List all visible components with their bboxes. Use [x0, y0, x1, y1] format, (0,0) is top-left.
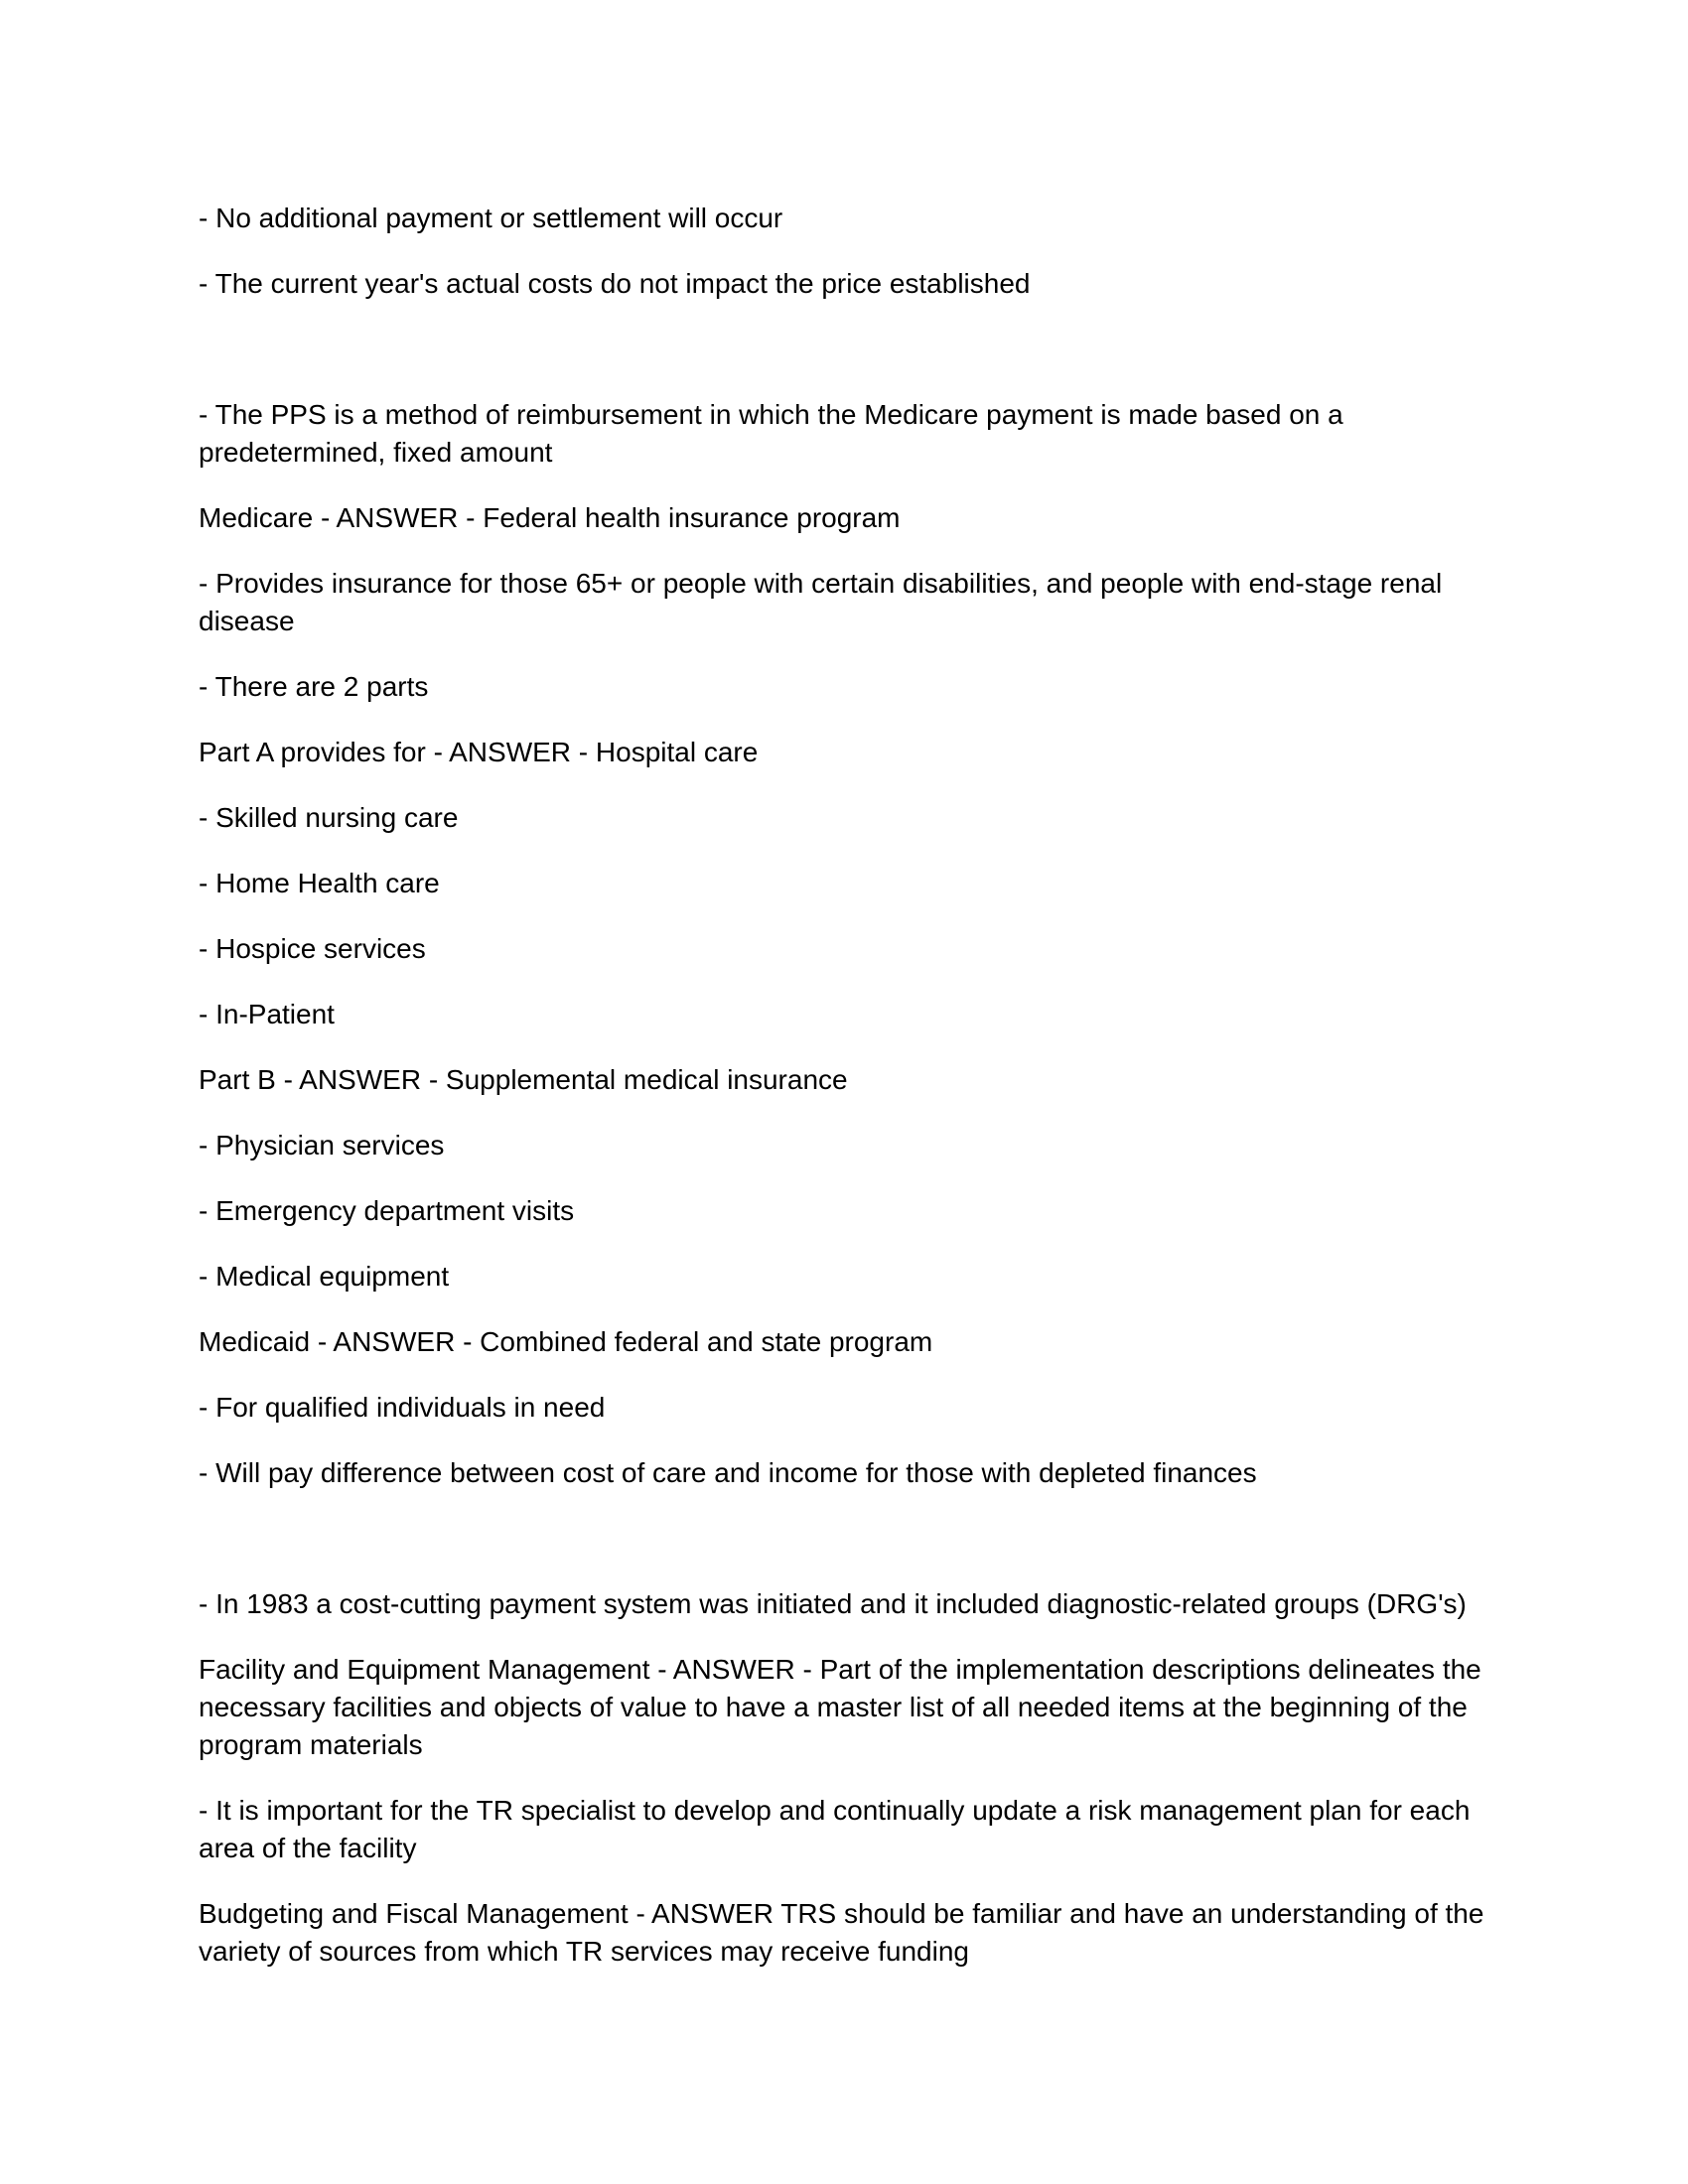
paragraph: - Physician services [199, 1130, 445, 1160]
paragraph: - It is important for the TR specialist to develop and continually update a risk management plan for each area of the facility [199, 1795, 1471, 1863]
paragraph: - Provides insurance for those 65+ or people with certain disabilities, and people with end-stage renal disease [199, 568, 1443, 636]
paragraph: Budgeting and Fiscal Management - ANSWER TRS should be familiar and have an understanding of the variety of sources from which TR services may receive funding [199, 1898, 1484, 1967]
paragraph: Facility and Equipment Management - ANSWER - Part of the implementation descriptions delineates the necessary facilities and objects of value to have a master list of all needed items at the beginning of the program materials [199, 1654, 1481, 1760]
paragraph: Part A provides for - ANSWER - Hospital care [199, 737, 759, 767]
paragraph: Part B - ANSWER - Supplemental medical insurance [199, 1064, 848, 1095]
paragraph: - Skilled nursing care [199, 802, 459, 833]
paragraph: - No additional payment or settlement will occur [199, 203, 783, 233]
paragraph: - Emergency department visits [199, 1195, 575, 1226]
paragraph: - For qualified individuals in need [199, 1392, 606, 1423]
paragraph: - In 1983 a cost-cutting payment system was initiated and it included diagnostic-related groups (DRG's) [199, 1588, 1467, 1619]
paragraph: - Home Health care [199, 868, 440, 898]
paragraph: - In-Patient [199, 999, 335, 1029]
paragraph: - The PPS is a method of reimbursement in which the Medicare payment is made based on a predetermined, fixed amount [199, 399, 1343, 468]
paragraph: - Will pay difference between cost of care and income for those with depleted finances [199, 1457, 1257, 1488]
paragraph: - Medical equipment [199, 1261, 450, 1292]
document-body [199, 200, 1489, 1998]
paragraph: - There are 2 parts [199, 671, 429, 702]
paragraph: - Hospice services [199, 933, 426, 964]
paragraph: Medicaid - ANSWER - Combined federal and state program [199, 1326, 933, 1357]
paragraph: - The current year's actual costs do not impact the price established [199, 268, 1031, 299]
blank-spacer [199, 331, 1489, 396]
blank-spacer [199, 1520, 1489, 1585]
paragraph: Medicare - ANSWER - Federal health insurance program [199, 502, 901, 533]
